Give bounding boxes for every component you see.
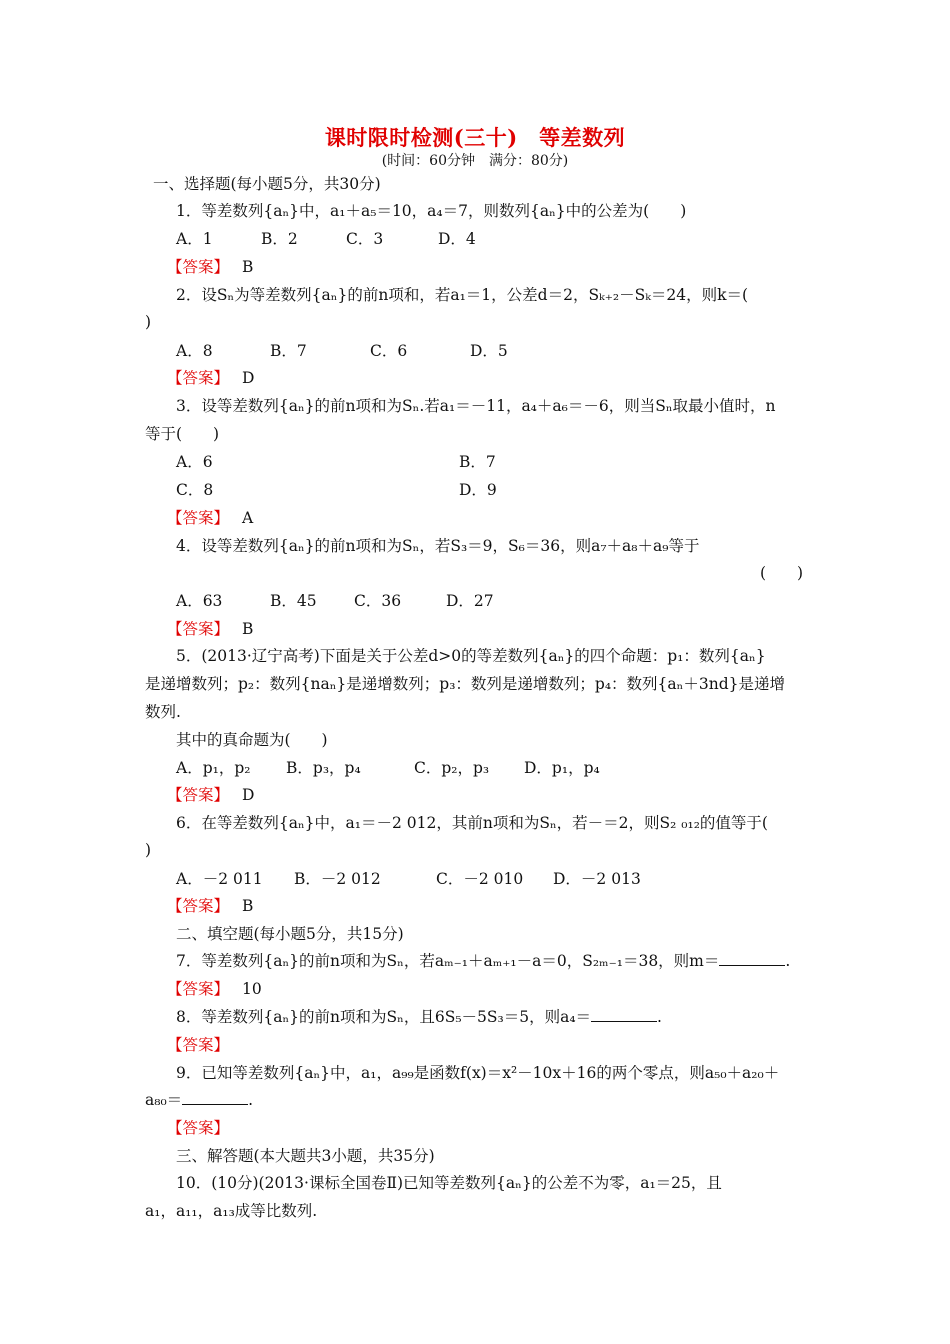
question-2-stem: 2．设Sₙ为等差数列{aₙ}的前n项和，若a₁＝1，公差d＝2，Sₖ₊₂－Sₖ＝24，则k＝(	[176, 286, 749, 304]
question-1-option-d: D．4	[438, 230, 476, 248]
question-6-stem-cont: )	[145, 841, 152, 859]
question-4-option-c: C．36	[354, 592, 402, 610]
question-5-option-b: B．p₃，p₄	[286, 759, 361, 777]
question-7-period: .	[785, 952, 791, 970]
question-3-option-c: C．8	[176, 481, 214, 499]
answer-value: A	[241, 509, 254, 527]
question-5-prompt: 其中的真命题为( )	[176, 731, 328, 749]
question-8-answer	[167, 1035, 229, 1055]
question-3-stem: 3．设等差数列{aₙ}的前n项和为Sₙ.若a₁＝－11，a₄＋a₆＝－6，则当Sₙ取最小值时，n	[176, 397, 776, 415]
section-heading-solve: 三、解答题(本大题共3小题，共35分)	[176, 1147, 435, 1165]
question-5-option-a: A．p₁，p₂	[176, 759, 251, 777]
question-3-option-d: D．9	[459, 481, 497, 499]
answer-blank	[719, 951, 785, 966]
question-4-option-a: A．63	[176, 592, 223, 610]
question-5-option-d: D．p₁，p₄	[524, 759, 600, 777]
question-6-option-a: A．－2 011	[176, 870, 263, 888]
question-6-option-d: D．－2 013	[553, 870, 641, 888]
question-1-option-a: A．1	[176, 230, 213, 248]
answer-value: D	[241, 786, 255, 804]
question-3-option-b: B．7	[459, 453, 496, 471]
page-subtitle: (时间：60分钟 满分：80分)	[381, 153, 569, 169]
question-7-text: 7．等差数列{aₙ}的前n项和为Sₙ，若aₘ₋₁＋aₘ₊₁－a＝0，S₂ₘ₋₁＝38，则m＝	[176, 952, 720, 970]
answer-label: 【答案】	[167, 509, 230, 527]
question-3-stem-cont: 等于( )	[145, 425, 220, 443]
answer-value: 10	[241, 980, 262, 998]
question-4-answer	[167, 619, 253, 639]
question-1-option-b: B．2	[261, 230, 298, 248]
question-2-option-c: C．6	[370, 342, 408, 360]
answer-label: 【答案】	[167, 258, 230, 276]
question-6-answer	[167, 896, 253, 916]
question-3-option-a: A．6	[176, 453, 213, 471]
question-4-stem: 4．设等差数列{aₙ}的前n项和为Sₙ，若S₃＝9，S₆＝36，则a₇＋a₈＋a₉等于	[176, 537, 700, 555]
section-heading-fill: 二、填空题(每小题5分，共15分)	[176, 925, 404, 943]
question-1-option-c: C．3	[346, 230, 384, 248]
question-2-answer	[167, 368, 254, 388]
question-5-stem-end: 数列.	[145, 703, 181, 721]
answer-label: 【答案】	[167, 897, 230, 915]
question-6-option-b: B．－2 012	[294, 870, 381, 888]
question-6-stem: 6．在等差数列{aₙ}中，a₁＝－2 012，其前n项和为Sₙ，若－＝2，则S₂ ₀₁₂的值等于(	[176, 814, 768, 832]
question-3-answer	[167, 508, 253, 528]
section-heading-choice: 一、选择题(每小题5分，共30分)	[153, 175, 381, 193]
page-title: 课时限时检测(三十) 等差数列	[324, 125, 626, 150]
question-10-stem: 10．(10分)(2013·课标全国卷Ⅱ)已知等差数列{aₙ}的公差不为零，a₁＝25，且	[176, 1174, 722, 1192]
question-5-stem-cont: 是递增数列；p₂：数列{naₙ}是递增数列；p₃：数列是递增数列；p₄：数列{aₙ＋3nd}是递增	[145, 675, 785, 693]
question-5-stem: 5．(2013·辽宁高考)下面是关于公差d>0的等差数列{aₙ}的四个命题：p₁：数列{aₙ}	[176, 647, 766, 665]
question-1-answer	[167, 257, 253, 277]
question-8-period: .	[657, 1008, 662, 1026]
question-7-stem	[176, 951, 790, 971]
answer-label: 【答案】	[167, 786, 230, 804]
question-2-option-b: B．7	[270, 342, 307, 360]
question-7-answer	[167, 979, 262, 999]
answer-label: 【答案】	[167, 620, 230, 638]
answer-value: B	[241, 897, 254, 915]
question-2-option-a: A．8	[176, 342, 213, 360]
answer-label: 【答案】	[167, 1119, 230, 1137]
answer-blank	[182, 1090, 248, 1105]
question-4-option-b: B．45	[270, 592, 317, 610]
answer-label: 【答案】	[167, 1036, 230, 1054]
question-9-stem: 9．已知等差数列{aₙ}中，a₁，a₉₉是函数f(x)＝x²－10x＋16的两个零点，则a₅₀＋a₂₀＋	[176, 1064, 780, 1082]
question-9-answer	[167, 1118, 229, 1138]
question-8-stem	[176, 1007, 662, 1027]
question-8-text: 8．等差数列{aₙ}的前n项和为Sₙ，且6S₅－5S₃＝5，则a₄＝	[176, 1008, 592, 1026]
answer-label: 【答案】	[167, 369, 230, 387]
question-4-bracket: ( )	[760, 564, 804, 582]
answer-value: D	[241, 369, 255, 387]
question-5-option-c: C．p₂，p₃	[414, 759, 490, 777]
question-5-answer	[167, 785, 254, 805]
question-2-stem-cont: )	[145, 313, 152, 331]
answer-value: B	[241, 258, 254, 276]
question-4-option-d: D．27	[446, 592, 494, 610]
question-9-stem-cont	[145, 1090, 253, 1110]
question-9-period: .	[248, 1091, 254, 1109]
answer-value: B	[241, 620, 254, 638]
question-10-stem-cont: a₁，a₁₁，a₁₃成等比数列.	[145, 1202, 318, 1220]
answer-blank	[591, 1007, 657, 1022]
question-9-text: a₈₀＝	[145, 1091, 183, 1109]
question-1-stem: 1．等差数列{aₙ}中，a₁＋a₅＝10，a₄＝7，则数列{aₙ}中的公差为( )	[176, 202, 687, 220]
question-6-option-c: C．－2 010	[436, 870, 524, 888]
question-2-option-d: D．5	[470, 342, 508, 360]
answer-label: 【答案】	[167, 980, 230, 998]
